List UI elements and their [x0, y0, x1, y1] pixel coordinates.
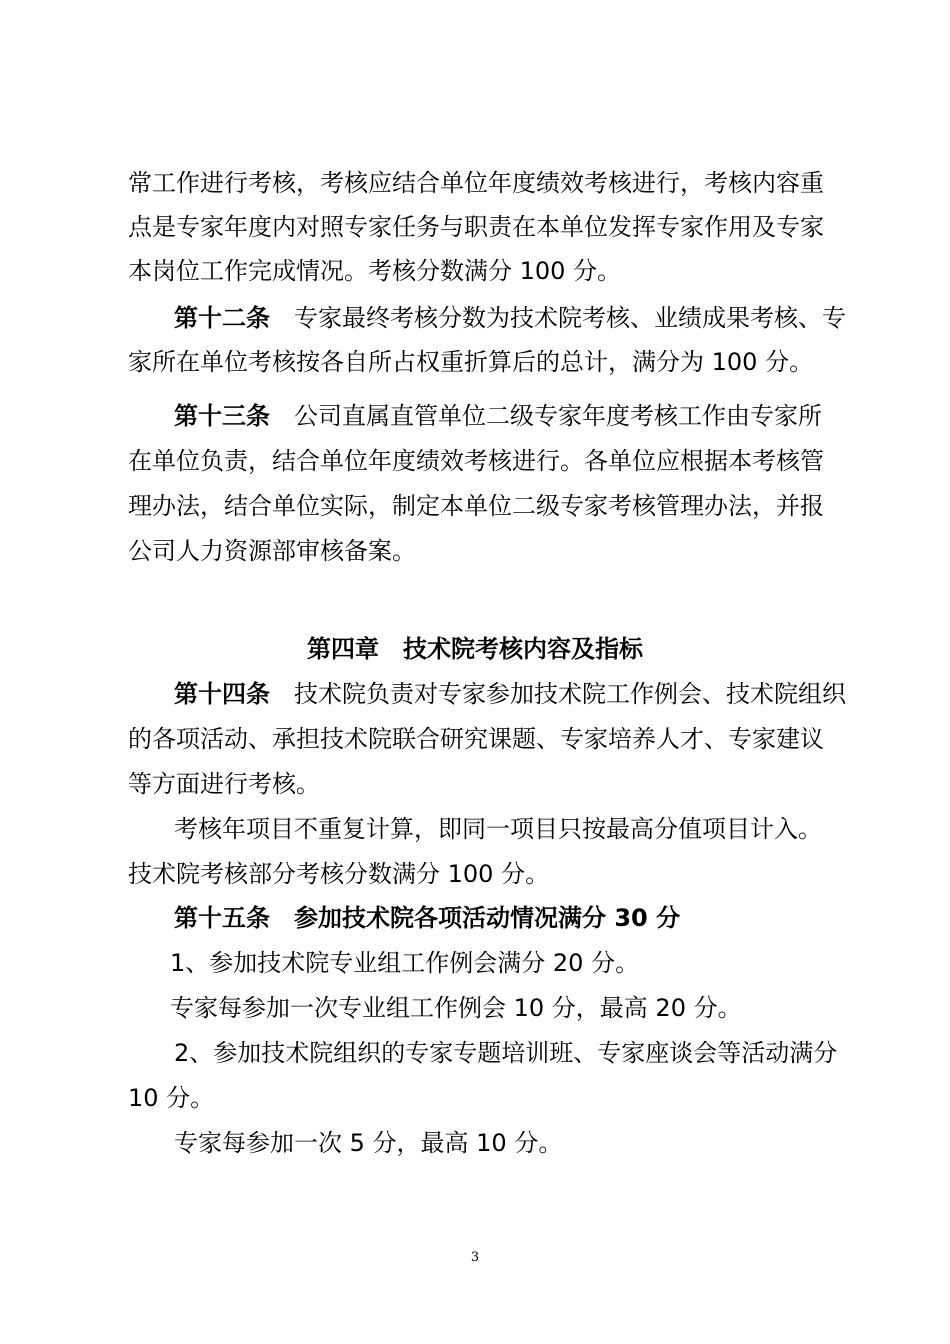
list-item: 1、参加技术院专业组工作例会满分 20 分。 — [170, 949, 640, 977]
paragraph-line: 考核年项目不重复计算，即同一项目只按最高分值项目计入。 — [174, 815, 822, 843]
list-item: 2、参加技术院组织的专家专题培训班、专家座谈会等活动满分 — [174, 1039, 838, 1067]
article-15-heading — [174, 901, 886, 935]
paragraph-line: 本岗位工作完成情况。考核分数满分 100 分。 — [128, 257, 622, 285]
article-12-title: 第十二条 — [174, 304, 270, 332]
paragraph-line: 家所在单位考核按各自所占权重折算后的总计，满分为 100 分。 — [128, 348, 814, 376]
page-number: 3 — [470, 1250, 480, 1265]
paragraph-line: 常工作进行考核，考核应结合单位年度绩效考核进行，考核内容重 — [128, 169, 824, 197]
chapter-number: 第四章 — [307, 635, 379, 663]
article-15-text: 参加技术院各项活动情况满分 30 分 — [294, 904, 681, 932]
paragraph-line: 的各项活动、承担技术院联合研究课题、专家培养人才、专家建议 — [128, 725, 824, 753]
article-15-title: 第十五条 — [174, 904, 270, 932]
list-item-detail: 专家每参加一次专业组工作例会 10 分，最高 20 分。 — [170, 994, 742, 1022]
chapter-heading — [0, 632, 950, 666]
paragraph-line: 10 分。 — [128, 1084, 215, 1112]
article-13-text: 公司直属直管单位二级专家年度考核工作由专家所 — [294, 402, 822, 430]
paragraph-line: 理办法，结合单位实际，制定本单位二级专家考核管理办法，并报 — [128, 492, 824, 520]
article-12-first-line — [174, 301, 886, 335]
paragraph-line: 公司人力资源部审核备案。 — [128, 537, 416, 565]
article-13-title: 第十三条 — [174, 402, 270, 430]
chapter-title: 技术院考核内容及指标 — [403, 635, 643, 663]
list-item-detail: 专家每参加一次 5 分，最高 10 分。 — [174, 1129, 563, 1157]
article-14-title: 第十四条 — [174, 680, 270, 708]
paragraph-line: 等方面进行考核。 — [128, 770, 320, 798]
paragraph-line: 在单位负责，结合单位年度绩效考核进行。各单位应根据本考核管 — [128, 447, 824, 475]
paragraph-line: 点是专家年度内对照专家任务与职责在本单位发挥专家作用及专家 — [128, 213, 824, 241]
article-14-text: 技术院负责对专家参加技术院工作例会、技术院组织 — [294, 680, 846, 708]
article-13-first-line — [174, 399, 886, 433]
article-14-first-line — [174, 677, 886, 711]
article-12-text: 专家最终考核分数为技术院考核、业绩成果考核、专 — [294, 304, 846, 332]
paragraph-line: 技术院考核部分考核分数满分 100 分。 — [128, 860, 550, 888]
